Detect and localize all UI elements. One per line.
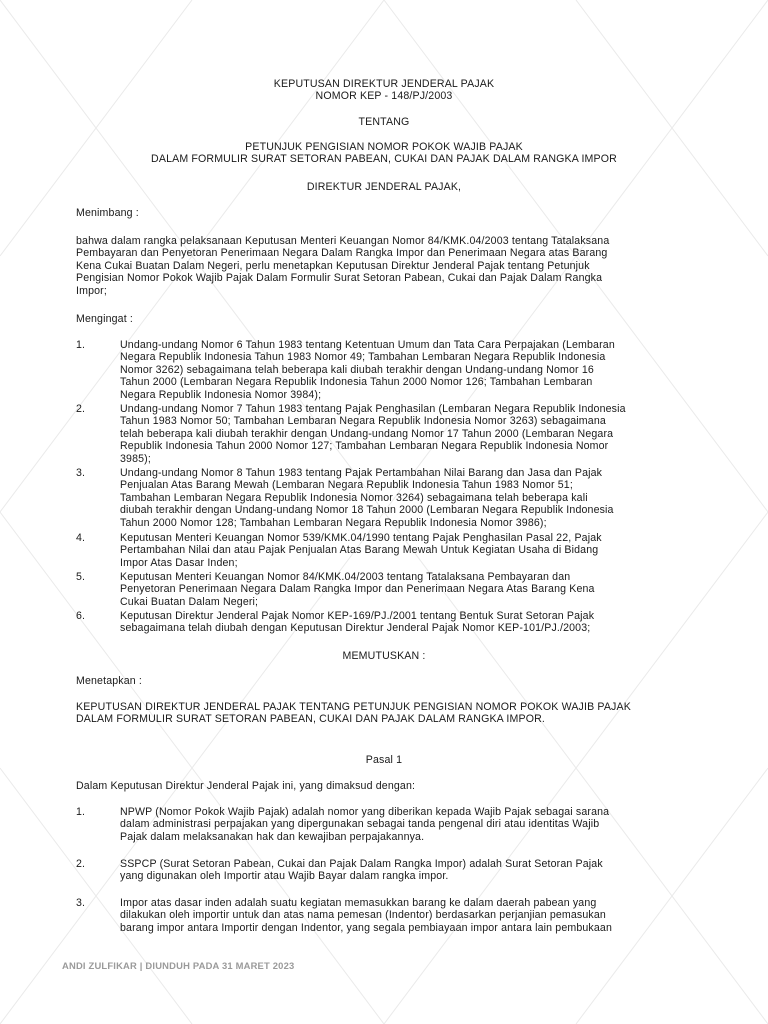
list-number: 1. bbox=[76, 339, 86, 351]
list-line: SSPCP (Surat Setoran Pabean, Cukai dan Pajak Dalam Rangka Impor) adalah Surat Setoran Pajak bbox=[120, 858, 603, 870]
list-line: Negara Republik Indonesia Tahun 1983 Nomor 49; Tambahan Lembaran Negara Republik Indonesia bbox=[120, 351, 606, 364]
list-text bbox=[120, 858, 676, 883]
list-line: Negara Republik Indonesia Nomor 3984); bbox=[120, 388, 322, 401]
list-number: 6. bbox=[76, 610, 86, 622]
memutuskan-heading: MEMUTUSKAN : bbox=[342, 650, 426, 662]
list-number: 5. bbox=[76, 571, 86, 583]
list-line: dilakukan oleh importir untuk dan atas nama pemesan (Indentor) berdasarkan perjanjian pemasukan bbox=[120, 909, 606, 922]
download-footer: ANDI ZULFIKAR | DIUNDUH PADA 31 MARET 2023 bbox=[62, 960, 295, 971]
list-line: Tahun 1983 Nomor 50; Tambahan Lembaran Negara Republik Indonesia Nomor 3263) sebagaimana bbox=[120, 415, 606, 428]
list-line: NPWP (Nomor Pokok Wajib Pajak) adalah nomor yang diberikan kepada Wajib Pajak sebagai sarana bbox=[120, 806, 610, 818]
list-line: Impor Atas Dasar Inden; bbox=[120, 556, 238, 569]
list-line: Nomor 3262) sebagaimana telah beberapa kali diubah terakhir dengan Undang-undang Nomor 16 bbox=[120, 363, 594, 376]
list-line: Tahun 2000 Nomor 128; Tambahan Lembaran Negara Republik Indonesia Nomor 3986); bbox=[120, 516, 547, 529]
list-line: barang impor antara Importir dengan Indentor, yang segala pembiayaan impor antara lain pembukaan bbox=[120, 921, 613, 934]
mengingat-label: Mengingat : bbox=[76, 313, 134, 325]
list-line: Keputusan Menteri Keuangan Nomor 539/KMK.04/1990 tentang Pajak Penghasilan Pasal 22, Pajak bbox=[120, 532, 602, 544]
decree-subject bbox=[0, 141, 768, 166]
list-text bbox=[120, 610, 676, 635]
tentang-heading: TENTANG bbox=[358, 116, 410, 128]
list-number: 4. bbox=[76, 532, 86, 544]
list-line: Tahun 2000 (Lembaran Negara Republik Indonesia Tahun 2000 Nomor 126; Tambahan Lembaran bbox=[120, 376, 593, 389]
list-text bbox=[120, 532, 676, 569]
list-text bbox=[120, 467, 676, 529]
list-line: Penyetoran Penerimaan Negara Dalam Rangka Impor dan Penerimaan Negara Atas Barang Kena bbox=[120, 583, 595, 596]
paragraph-line: Impor; bbox=[76, 284, 107, 297]
list-number: 3. bbox=[76, 467, 86, 479]
list-line: Penjualan Atas Barang Mewah (Lembaran Negara Republik Indonesia Tahun 1983 Nomor 51; bbox=[120, 479, 573, 492]
list-line: Republik Indonesia Tahun 2000 Nomor 127; Tambahan Lembaran Negara Republik Indonesia Nomor bbox=[120, 440, 609, 453]
paragraph-line: bahwa dalam rangka pelaksanaan Keputusan Menteri Keuangan Nomor 84/KMK.04/2003 tentang Tatalaksana bbox=[76, 235, 610, 247]
list-line: 3985); bbox=[120, 452, 151, 465]
list-line: dalam administrasi perpajakan yang dipergunakan sebagai tanda pengenal diri atau identitas Wajib bbox=[120, 818, 600, 831]
list-text bbox=[120, 403, 676, 465]
list-text bbox=[120, 806, 676, 843]
pasal-heading: Pasal 1 bbox=[365, 754, 403, 766]
paragraph-line: Pembayaran dan Penyetoran Penerimaan Negara Dalam Rangka Impor dan Penerimaan Negara atas Barang bbox=[76, 247, 608, 260]
subject-line: PETUNJUK PENGISIAN NOMOR POKOK WAJIB PAJAK bbox=[245, 141, 523, 153]
paragraph-line: KEPUTUSAN DIREKTUR JENDERAL PAJAK TENTANG PETUNJUK PENGISIAN NOMOR POKOK WAJIB PAJAK bbox=[76, 701, 631, 713]
list-text bbox=[120, 571, 676, 608]
menimbang-label: Menimbang : bbox=[76, 207, 139, 219]
pasal-intro: Dalam Keputusan Direktur Jenderal Pajak ini, yang dimaksud dengan: bbox=[76, 780, 416, 792]
list-line: telah beberapa kali diubah terakhir dengan Undang-undang Nomor 17 Tahun 2000 (Lembaran Negara bbox=[120, 427, 614, 440]
list-line: Undang-undang Nomor 8 Tahun 1983 tentang Pajak Pertambahan Nilai Barang dan Jasa dan Pajak bbox=[120, 467, 603, 479]
paragraph-line: Kena Cukai Buatan Dalam Negeri, perlu menetapkan Keputusan Direktur Jenderal Pajak tentang Petunjuk bbox=[76, 259, 590, 272]
list-number: 2. bbox=[76, 403, 86, 415]
list-number: 3. bbox=[76, 897, 86, 909]
menetapkan-label: Menetapkan : bbox=[76, 675, 142, 687]
title-line: NOMOR KEP - 148/PJ/2003 bbox=[315, 90, 453, 103]
decree-title bbox=[0, 78, 768, 103]
list-line: Keputusan Direktur Jenderal Pajak Nomor KEP-169/PJ./2001 tentang Bentuk Surat Setoran Pajak bbox=[120, 610, 595, 622]
list-line: Undang-undang Nomor 7 Tahun 1983 tentang Pajak Penghasilan (Lembaran Negara Republik Indonesia bbox=[120, 403, 626, 415]
list-text bbox=[120, 339, 676, 401]
list-line: Impor atas dasar inden adalah suatu kegiatan memasukkan barang ke dalam daerah pabean yang bbox=[120, 897, 597, 909]
list-line: Cukai Buatan Dalam Negeri; bbox=[120, 595, 259, 608]
list-line: Tambahan Lembaran Negara Republik Indonesia Nomor 3264) sebagaimana telah beberapa kali bbox=[120, 491, 588, 504]
list-line: Keputusan Menteri Keuangan Nomor 84/KMK.04/2003 tentang Tatalaksana Pembayaran dan bbox=[120, 571, 571, 583]
official-title: DIREKTUR JENDERAL PAJAK, bbox=[306, 181, 462, 193]
title-line: KEPUTUSAN DIREKTUR JENDERAL PAJAK bbox=[273, 78, 495, 90]
list-line: yang digunakan oleh Importir atau Wajib Bayar dalam rangka impor. bbox=[120, 870, 449, 883]
menimbang-paragraph bbox=[76, 235, 676, 297]
paragraph-line: Pengisian Nomor Pokok Wajib Pajak Dalam Formulir Surat Setoran Pabean, Cukai dan Pajak Dalam Rangka bbox=[76, 272, 603, 285]
list-line: diubah terakhir dengan Undang-undang Nomor 18 Tahun 2000 (Lembaran Negara Republik Indonesia bbox=[120, 504, 614, 517]
list-text bbox=[120, 897, 676, 934]
list-line: Pertambahan Nilai dan atau Pajak Penjualan Atas Barang Mewah Untuk Kegiatan Usaha di Bidang bbox=[120, 544, 599, 557]
paragraph-line: DALAM FORMULIR SURAT SETORAN PABEAN, CUKAI DAN PAJAK DALAM RANGKA IMPOR. bbox=[76, 713, 545, 726]
list-number: 2. bbox=[76, 858, 86, 870]
list-number: 1. bbox=[76, 806, 86, 818]
menetapkan-text bbox=[76, 701, 676, 726]
list-line: Undang-undang Nomor 6 Tahun 1983 tentang Ketentuan Umum dan Tata Cara Perpajakan (Lembaran bbox=[120, 339, 615, 351]
list-line: sebagaimana telah diubah dengan Keputusan Direktur Jenderal Pajak Nomor KEP-101/PJ./2003; bbox=[120, 622, 591, 635]
subject-line: DALAM FORMULIR SURAT SETORAN PABEAN, CUKAI DAN PAJAK DALAM RANGKA IMPOR bbox=[151, 153, 617, 166]
list-line: Pajak dalam melaksanakan hak dan kewajiban perpajakannya. bbox=[120, 830, 425, 843]
